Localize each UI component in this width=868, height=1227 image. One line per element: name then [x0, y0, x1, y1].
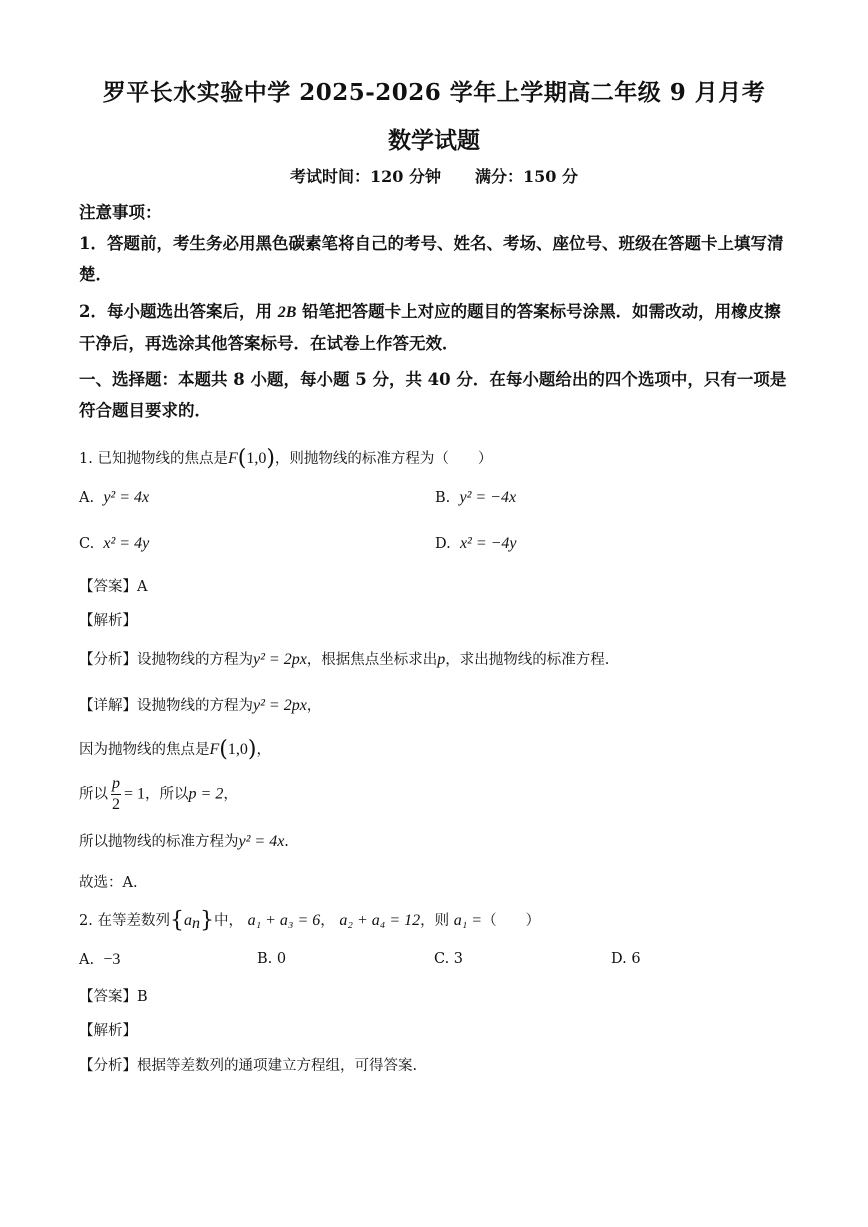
- q1-choose: 故选：A.: [79, 875, 138, 891]
- q1-option-a-label: A.: [79, 490, 95, 506]
- q1-so-1: [79, 774, 238, 815]
- q1-because-focus-coords: 1,0: [227, 741, 248, 758]
- q2-condition-2: a₂ + a₄ = 12: [339, 912, 421, 929]
- q2-option-a-value: −3: [103, 951, 121, 968]
- q2-stem-text-2: 中，: [213, 913, 243, 929]
- q1-fraction-denominator: 2: [112, 796, 120, 813]
- q2-option-b: B. 0: [257, 951, 287, 967]
- q1-fenxi-text: 【分析】设抛物线的方程为: [79, 652, 253, 668]
- q1-so-2: [79, 830, 289, 851]
- q1-stem: 1. 已知抛物线的焦点是F(1,0)，则抛物线的标准方程为（ ）: [79, 446, 493, 471]
- notice-heading: 注意事项：: [79, 203, 162, 222]
- q2-stem-paren: （ ）: [482, 913, 541, 929]
- notice-item-2-pencil: 2B: [277, 304, 297, 321]
- q2-stem-text-3: ，则: [420, 913, 450, 929]
- q1-so-1-comma: ，: [223, 786, 238, 803]
- q2-condition-separator: ，: [320, 913, 335, 929]
- q2-seq-letter: a: [183, 912, 192, 929]
- q1-focus-letter: F: [227, 450, 238, 467]
- q1-fenxi-equation: y² = 2px: [253, 651, 307, 668]
- q2-option-a-label: A.: [79, 952, 95, 968]
- notice-item-1: 1．答题前，考生务必用黑色碳素笔将自己的考号、姓名、考场、座位号、班级在答题卡上填写清楚．: [79, 234, 784, 284]
- q1-option-a: [79, 489, 149, 507]
- q1-option-b-label: B.: [435, 490, 451, 506]
- q1-focus-coords: 1,0: [246, 450, 267, 467]
- q2-seq-subscript: n: [191, 915, 200, 932]
- q1-option-d-eq: x² = −4y: [459, 535, 517, 552]
- q1-stem-text: 1. 已知抛物线的焦点是: [79, 451, 228, 467]
- q1-because-comma: ，: [256, 742, 271, 758]
- q2-option-d: D. 6: [611, 951, 641, 967]
- exam-score: 满分：150 分: [475, 167, 578, 186]
- q1-so-2-text: 所以抛物线的标准方程为: [79, 834, 239, 850]
- q1-option-c-label: C.: [79, 536, 95, 552]
- q1-option-c: [79, 535, 149, 553]
- q1-option-b: [435, 489, 516, 507]
- q1-option-d: [435, 535, 517, 553]
- q1-so-1-equals: = 1: [124, 785, 146, 803]
- q2-stem: 2. 在等差数列$\{a_n\}$中， a₁ + a₃ = 6， a₂ + a₄ = 12，则 a₁ =（ ）: [79, 908, 541, 933]
- q1-option-d-label: D.: [435, 536, 451, 552]
- q1-xiangjie: [79, 694, 321, 715]
- exam-time: 考试时间：120 分钟: [290, 167, 441, 186]
- exam-subtitle: 数学试题: [388, 127, 480, 154]
- notice-item-2: [79, 296, 791, 359]
- q1-fenxi: [79, 648, 609, 669]
- q1-so-1-p-value: p = 2: [188, 785, 224, 803]
- q1-option-b-eq: y² = −4x: [459, 489, 517, 506]
- q1-fraction: [111, 774, 121, 815]
- section-1-heading: 一、选择题：本题共 8 小题，每小题 5 分，共 40 分．在每小题给出的四个选项中，只有一项是符合题目要求的．: [79, 370, 787, 420]
- q1-because-text: 因为抛物线的焦点是: [79, 742, 210, 758]
- q2-fenxi: 【分析】根据等差数列的通项建立方程组，可得答案.: [79, 1058, 418, 1074]
- q2-analysis-label: 【解析】: [79, 1023, 137, 1039]
- exam-meta: [0, 164, 868, 187]
- q2-option-a: [79, 951, 120, 969]
- q1-so-2-equation: y² = 4x: [238, 833, 285, 850]
- q1-analysis-label: 【解析】: [79, 613, 137, 629]
- q1-so-1-text: 所以: [79, 786, 108, 803]
- q2-answer: 【答案】B: [79, 989, 148, 1005]
- q1-because-focus-letter: F: [209, 741, 220, 758]
- q1-xiangjie-equation: y² = 2px: [253, 697, 307, 714]
- q2-condition-1: a₁ + a₃ = 6: [247, 912, 321, 929]
- q1-option-c-eq: x² = 4y: [103, 535, 150, 552]
- exam-title: 罗平长水实验中学 2025-2026 学年上学期高二年级 9 月月考: [102, 79, 766, 106]
- q1-so-1-text-2: ，所以: [145, 786, 189, 803]
- q1-xiangjie-text: 【详解】设抛物线的方程为: [79, 698, 253, 714]
- q1-fraction-numerator: p: [111, 774, 121, 795]
- q1-fenxi-text-3: ，求出抛物线的标准方程.: [445, 652, 610, 668]
- notice-item-2-part-c: 铅笔把答题卡上对应的题目的答案标号涂黑．如需改动，用橡皮擦干净后，再选涂其他答案标号．在试卷上作答无效．: [79, 302, 781, 353]
- notice-item-2-part-a: 2．每小题选出答案后，用: [79, 302, 278, 321]
- q2-asked-term: a₁ =: [453, 912, 483, 929]
- q1-so-2-period: .: [284, 834, 289, 850]
- q2-stem-text: 2. 在等差数列: [79, 913, 170, 929]
- q2-option-c: C. 3: [434, 951, 464, 967]
- q1-because: 因为抛物线的焦点是F(1,0)，: [79, 737, 271, 762]
- q1-fenxi-text-2: ，根据焦点坐标求出: [306, 652, 438, 668]
- q1-answer: 【答案】A: [79, 579, 148, 595]
- q1-option-a-eq: y² = 4x: [103, 489, 150, 506]
- q1-xiangjie-comma: ，: [306, 698, 322, 714]
- q1-fenxi-p: p: [437, 651, 446, 668]
- q1-stem-tail: ，则抛物线的标准方程为（ ）: [274, 451, 493, 467]
